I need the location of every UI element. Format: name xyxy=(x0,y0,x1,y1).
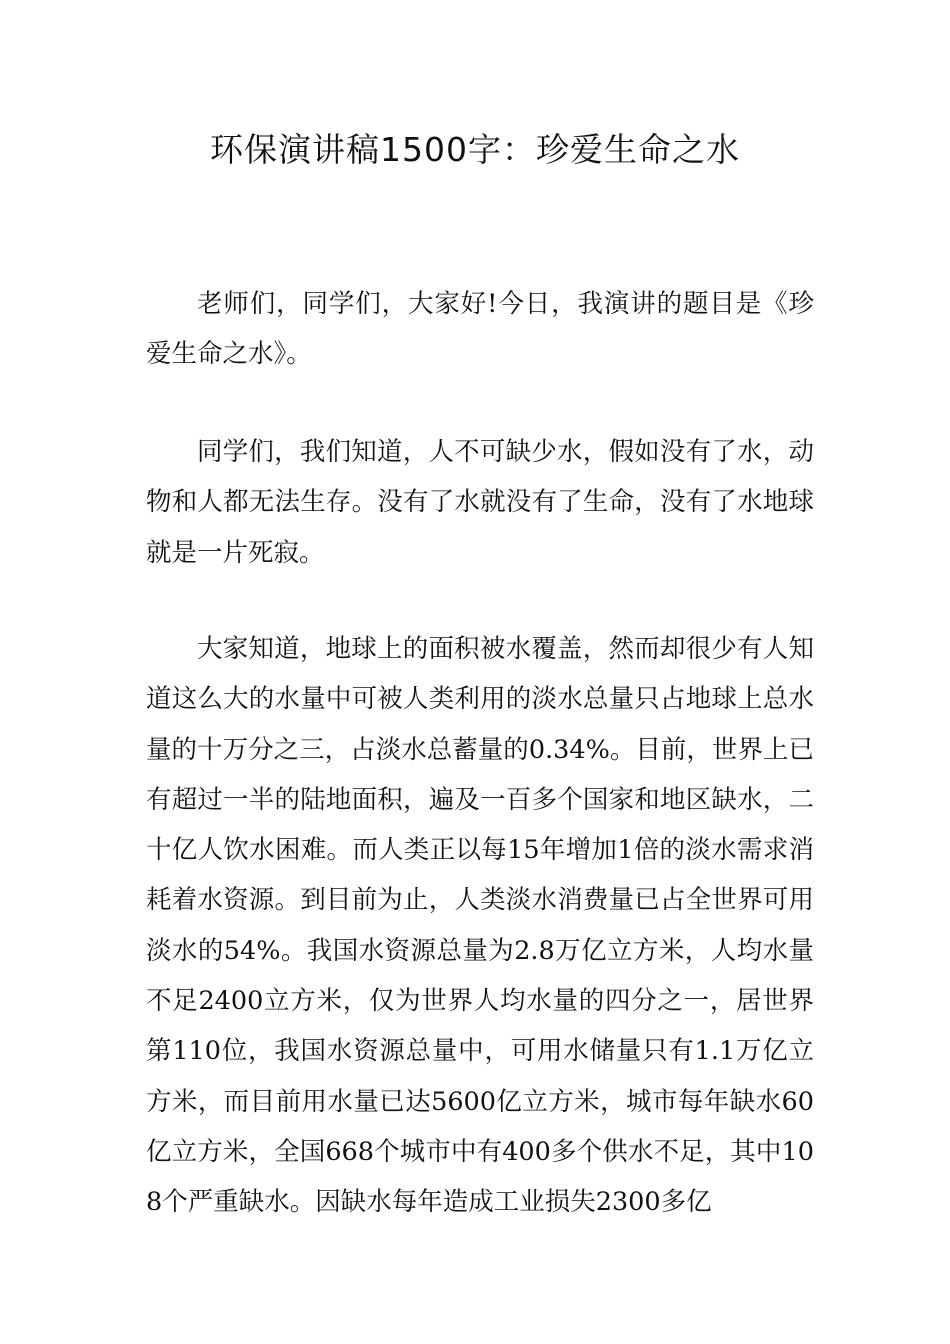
paragraph-water-importance: 同学们，我们知道，人不可缺少水，假如没有了水，动物和人都无法生存。没有了水就没有了生命，没有了水地球就是一片死寂。 xyxy=(146,437,814,568)
paragraph-greeting: 老师们，同学们，大家好!今日，我演讲的题目是《珍爱生命之水》。 xyxy=(146,289,814,370)
document-title: 环保演讲稿1500字：珍爱生命之水 xyxy=(210,130,740,169)
paragraph-water-statistics: 大家知道，地球上的面积被水覆盖，然而却很少有人知道这么大的水量中可被人类利用的淡水总量只占地球上总水量的十万分之三，占淡水总蓄量的0.34%。目前，世界上已有超过一半的陆地面积，遍及一百多个国家和地区缺水，二十亿人饮水困难。而人类正以每15年增加1倍的淡水需求消耗着水资源。到目前为止，人类淡水消费量已占全世界可用淡水的54%。我国水资源总量为2.8万亿立方米，人均水量不足2400立方米，仅为世界人均水量的四分之一，居世界第110位，我国水资源总量中，可用水储量只有1.1万亿立方米，而目前用水量已达5600亿立方米，城市每年缺水60亿立方米，全国668个城市中有400多个供水不足，其中108个严重缺水。因缺水每年造成工业损失2300多亿 xyxy=(146,634,814,1218)
